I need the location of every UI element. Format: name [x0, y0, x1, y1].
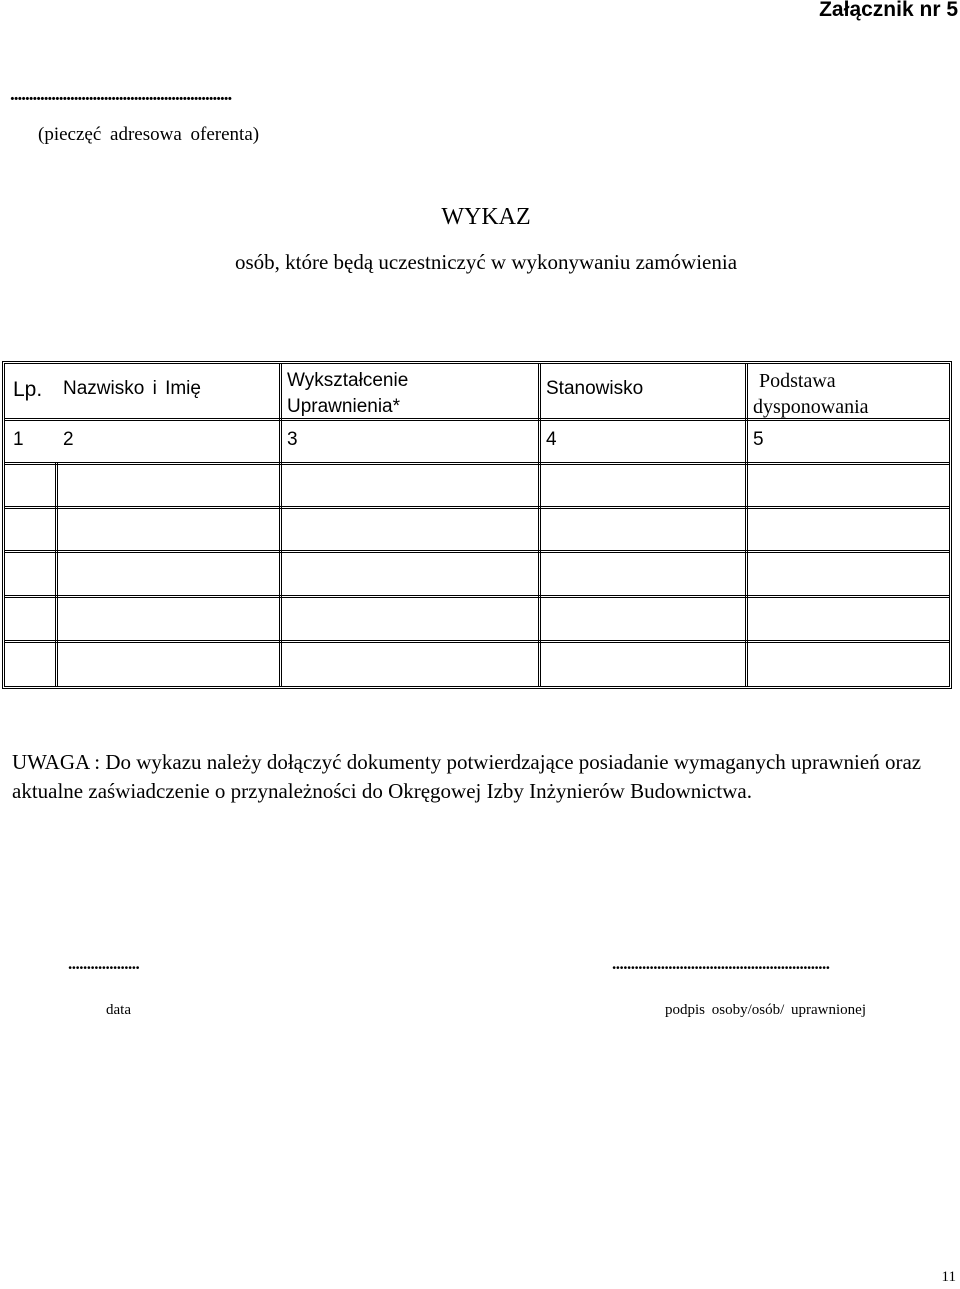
- col-number-5: 5: [753, 429, 764, 450]
- table-row: [5, 553, 949, 595]
- col-number-1: 1: [13, 429, 24, 450]
- col-number-4: 4: [546, 429, 557, 450]
- header-lp: Lp.: [13, 378, 43, 401]
- document-subtitle: osób, które będą uczestniczyć w wykonywaniu zamówienia: [234, 250, 738, 274]
- header-education: Wykształcenie: [287, 370, 409, 391]
- date-label: data: [106, 1002, 131, 1018]
- stamp-dotted-line: ...........................................................: [10, 84, 232, 105]
- signature-dotted-line: ..........................................................: [612, 954, 830, 973]
- stamp-caption: (pieczęć adresowa oferenta): [38, 124, 260, 145]
- col-number-2: 2: [63, 429, 74, 450]
- annex-label: Załącznik nr 5: [819, 0, 958, 21]
- table-row: [5, 465, 949, 507]
- table-row: [5, 509, 949, 551]
- header-qualifications: Uprawnienia*: [287, 396, 401, 417]
- header-position: Stanowisko: [546, 378, 644, 399]
- table-row: [5, 643, 949, 685]
- signature-label: podpis osoby/osób/ uprawnionej: [665, 1002, 866, 1018]
- header-disposal: dysponowania: [753, 396, 869, 418]
- note-paragraph: UWAGA : Do wykazu należy dołączyć dokumenty potwierdzające posiadanie wymaganych uprawnień oraz aktualne zaświadczenie o przynależności do Okręgowej Izby Inżynierów Budownictwa.: [12, 750, 922, 803]
- header-name: Nazwisko i Imię: [63, 378, 201, 399]
- personnel-table: [2, 361, 952, 689]
- page-number: 11: [941, 1269, 956, 1285]
- header-basis: Podstawa: [759, 370, 836, 392]
- date-dotted-line: ...................: [68, 954, 140, 973]
- document-title: WYKAZ: [441, 204, 531, 230]
- table-row: [5, 598, 949, 640]
- col-number-3: 3: [287, 429, 298, 450]
